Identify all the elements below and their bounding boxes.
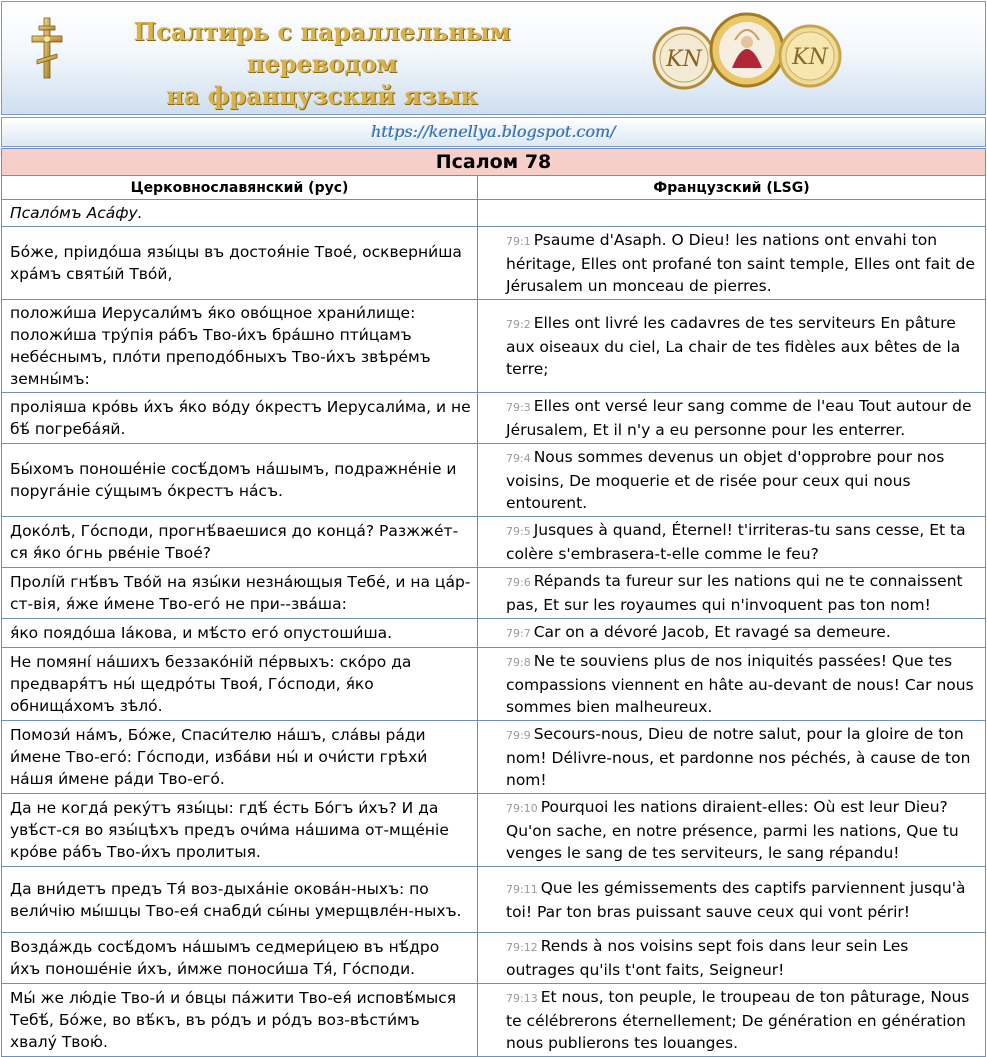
psalm-verses — [2, 200, 986, 1057]
church-slavonic-text: Доко́лѣ, Го́споди, прогнѣ́ваешися до конца́? Разжже́т-ся я́ко о́гнь рве́ніе Твое́? — [2, 517, 478, 568]
verse-row — [2, 300, 986, 393]
verse-number: 79:10 — [506, 802, 538, 815]
french-text: Ne te souviens plus de nos iniquités passées! Que tes compassions viennent en hâte au-devant de nous! Car nous sommes bien malheureux. — [506, 652, 974, 716]
verse-row — [2, 794, 986, 867]
url-bar — [1, 117, 986, 147]
verse-row — [2, 517, 986, 568]
site-title-line2: на французский язык — [166, 81, 478, 110]
verse-row — [2, 568, 986, 619]
site-title-line1: Псалтирь с параллельным переводом — [133, 17, 511, 78]
verse-number: 79:11 — [506, 882, 538, 896]
header-logos — [652, 10, 842, 102]
verse-row — [2, 933, 986, 984]
french-cell — [478, 648, 986, 721]
verse-number: 79:4 — [506, 452, 531, 465]
french-text: Secours-nous, Dieu de notre salut, pour la gloire de ton nom! Délivre-nous, et pardonne nos péchés, à cause de ton nom! — [506, 725, 971, 789]
orthodox-cross-icon — [30, 16, 64, 80]
french-cell — [478, 227, 986, 300]
french-text: Jusques à quand, Éternel! t'irriteras-tu sans cesse, Et ta colère s'embrasera-t-elle comme le feu? — [506, 521, 966, 563]
column-header-french: Французский (LSG) — [478, 176, 986, 200]
verse-row — [2, 393, 986, 444]
psalm-title: Псалом 78 — [2, 149, 986, 176]
psalm-table — [1, 148, 986, 1057]
french-cell — [478, 517, 986, 568]
verse-row — [2, 984, 986, 1057]
french-text: Elles ont livré les cadavres de tes serviteurs En pâture aux oiseaux du ciel, La chair de tes fidèles aux bêtes de la terre; — [506, 314, 961, 378]
verse-number: 79:12 — [506, 941, 538, 954]
church-slavonic-text: Да не когда́ реку́тъ язы́цы: гдѣ́ е́сть Бо́гъ и́хъ? И да увѣ́ст-ся во язы́цѣхъ предъ очи́ма на́шима от-мще́ніе кро́ве ра́бъ Тво-и́хъ пролитыя. — [2, 794, 478, 867]
kn-logo-left — [654, 28, 714, 88]
verse-row — [2, 648, 986, 721]
french-text: Que les gémissements des captifs parviennent jusqu'à toi! Par ton bras puissant sauve ceux qui vont périr! — [506, 878, 966, 921]
blog-link[interactable]: https://kenellya.blogspot.com/ — [371, 122, 616, 141]
page-header — [1, 1, 986, 115]
kn-logo-right-text: KN — [792, 45, 828, 70]
french-cell — [478, 444, 986, 517]
church-slavonic-text: Помози́ на́мъ, Бо́же, Спаси́телю на́шъ, сла́вы ра́ди и́мене Тво-его́: Го́споди, изба́ви ны́ и очи́сти грѣхи́ на́шя и́мене ра́ди Тво-его́. — [2, 721, 478, 794]
french-text: Elles ont versé leur sang comme de l'eau Tout autour de Jérusalem, Et il n'y a eu personne pour les enterrer. — [506, 397, 972, 439]
verse-number: 79:2 — [506, 318, 531, 331]
column-header-church-slavonic: Церковнославянский (рус) — [2, 176, 478, 200]
church-slavonic-text: Пролі́й гнѣ́въ Тво́й на язы́ки незна́ющыя Тебе́, и на ца́р-ст-вія, я́же и́мене Тво-его́ не при--зва́ша: — [2, 568, 478, 619]
verse-number: 79:9 — [506, 729, 531, 742]
church-slavonic-text: Не помяні́ на́шихъ беззако́ній пе́рвыхъ: ско́ро да предваря́тъ ны́ щедро́ты Твоя́, Го́споди, я́ко обнища́хомъ зѣло́. — [2, 648, 478, 721]
french-cell — [478, 300, 986, 393]
verse-row — [2, 227, 986, 300]
french-text: Car on a dévoré Jacob, Et ravagé sa demeure. — [533, 623, 891, 641]
site-title — [72, 16, 572, 112]
french-cell — [478, 794, 986, 867]
french-cell — [478, 568, 986, 619]
french-text: Répands ta fureur sur les nations qui ne te connaissent pas, Et sur les royaumes qui n'invoquent pas ton nom! — [506, 572, 963, 614]
kn-logo-right — [780, 26, 840, 86]
church-slavonic-text: Да вни́детъ предъ Тя́ воз-дыха́ніе окова́н-ныхъ: по вели́чію мы́шцы Тво-ея́ снабди́ сы́ны умерщвле́н-ныхъ. — [2, 867, 478, 933]
verse-row — [2, 721, 986, 794]
french-cell — [478, 721, 986, 794]
french-text: Rends à nos voisins sept fois dans leur sein Les outrages qu'ils t'ont faits, Seigneur! — [506, 937, 909, 979]
church-slavonic-text: Бо́же, пріидо́ша язы́цы въ достоя́ніе Твое́, оскверни́ша хра́мъ святы́й Тво́й, — [2, 227, 478, 300]
verse-number: 79:8 — [506, 656, 531, 669]
verse-number: 79:5 — [506, 525, 531, 538]
french-cell — [478, 867, 986, 933]
church-slavonic-text: положи́ша Иерусали́мъ я́ко ово́щное храни́лище: положи́ша тру́пія ра́бъ Тво-и́хъ бра́шно пти́цамъ небе́снымъ, пло́ти преподо́бныхъ Тво-и́хъ звѣре́мъ земны́мъ: — [2, 300, 478, 393]
kn-logo-left-text: KN — [666, 47, 702, 72]
french-text: Et nous, ton peuple, le troupeau de ton pâturage, Nous te célébrerons éternellement; De génération en génération nous publierons tes louanges. — [506, 988, 970, 1052]
church-slavonic-text: Возда́ждь сосѣ́домъ на́шымъ седмери́цею въ нѣ́дро и́хъ поноше́ніе и́хъ, и́мже поноси́ша Тя́, Го́споди. — [2, 933, 478, 984]
french-text: Nous sommes devenus un objet d'opprobre pour nos voisins, De moquerie et de risée pour ceux qui nous entourent. — [506, 448, 945, 512]
verse-number: 79:1 — [506, 235, 531, 248]
verse-row — [2, 200, 986, 227]
french-cell — [478, 393, 986, 444]
church-slavonic-text: проліяша кро́вь и́хъ я́ко во́ду о́крестъ Иерусали́ма, и не бѣ́ погреба́яй. — [2, 393, 478, 444]
icon-medallion — [711, 14, 783, 86]
verse-number: 79:3 — [506, 401, 531, 414]
french-cell — [478, 933, 986, 984]
french-cell — [478, 984, 986, 1057]
verse-row — [2, 444, 986, 517]
french-text: Psaume d'Asaph. O Dieu! les nations ont envahi ton héritage, Elles ont profané ton saint temple, Elles ont fait de Jérusalem un monceau de pierres. — [506, 231, 975, 295]
french-cell — [478, 200, 986, 227]
verse-row — [2, 619, 986, 648]
church-slavonic-text: Псало́мъ Аса́фу. — [2, 200, 478, 227]
french-cell — [478, 619, 986, 648]
verse-row — [2, 867, 986, 933]
church-slavonic-text: Бы́хомъ поноше́ніе сосѣ́домъ на́шымъ, подражне́ніе и поруга́ніе су́щымъ о́крестъ на́съ. — [2, 444, 478, 517]
french-text: Pourquoi les nations diraient-elles: Où est leur Dieu? Qu'on sache, en notre présence, parmi les nations, Que tu venges le sang de tes serviteurs, le sang répandu! — [506, 798, 959, 862]
verse-number: 79:13 — [506, 992, 538, 1005]
church-slavonic-text: я́ко поядо́ша Іа́кова, и мѣ́сто его́ опустоши́ша. — [2, 619, 478, 648]
verse-number: 79:6 — [506, 576, 531, 589]
verse-number: 79:7 — [506, 627, 531, 640]
church-slavonic-text: Мы́ же лю́діе Тво-и́ и о́вцы па́жити Тво-ея́ исповѣ́мыся Тебѣ́, Бо́же, во вѣ́къ, въ ро́дъ и ро́дъ воз-вѣсти́мъ хвалу́ Твою́. — [2, 984, 478, 1057]
